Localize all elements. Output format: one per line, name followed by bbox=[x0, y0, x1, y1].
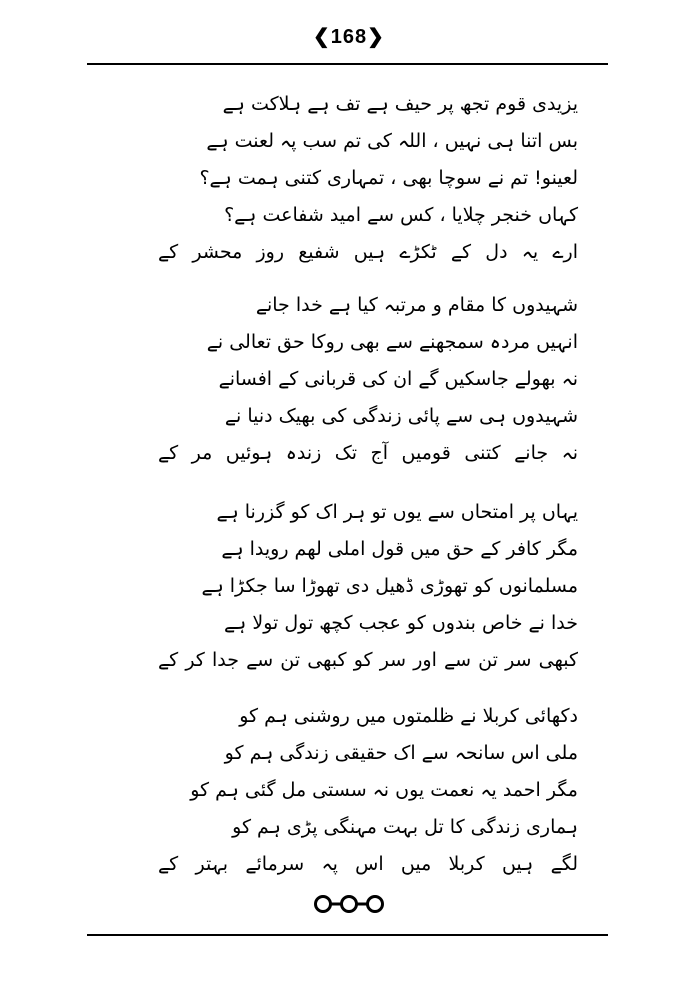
verse-line: یہاں پر امتحاں سے یوں تو ہر اک کو گزرنا ہے bbox=[216, 501, 578, 523]
verse-line: شہیدوں ہی سے پائی زندگی کی بھیک دنیا نے bbox=[224, 405, 578, 427]
verse-line: دکھائی کربلا نے ظلمتوں میں روشنی ہم کو bbox=[239, 705, 578, 727]
verse-line: انہیں مردہ سمجھنے سے بھی روکا حق تعالی نے bbox=[206, 331, 578, 353]
three-circles-icon bbox=[309, 893, 389, 915]
stanza-2 bbox=[158, 287, 578, 472]
footer-rule bbox=[87, 934, 608, 936]
verse-line: نہ بھولے جاسکیں گے ان کی قربانی کے افسانے bbox=[218, 368, 578, 390]
verse-line: شہیدوں کا مقام و مرتبہ کیا ہے خدا جانے bbox=[255, 294, 578, 316]
verse-line: خدا نے خاص بندوں کو عجب کچھ تول تولا ہے bbox=[224, 612, 578, 634]
stanza-1 bbox=[158, 86, 578, 271]
verse-line: مسلمانوں کو تھوڑی ڈھیل دی تھوڑا سا جکڑا ہے bbox=[201, 575, 578, 597]
verse-refrain-line: ارے یہ دل کے ٹکڑے ہیں شفیع روز محشر کے bbox=[158, 241, 578, 263]
page-header bbox=[0, 24, 698, 49]
verse-line: بس اتنا ہی نہیں ، اللہ کی تم سب پہ لعنت ہے bbox=[206, 130, 578, 152]
end-ornament bbox=[0, 893, 698, 919]
verse-line: مگر احمد یہ نعمت یوں نہ سستی مل گئی ہم کو bbox=[190, 779, 578, 801]
verse-refrain-line: لگے ہیں کربلا میں اس پہ سرمائے بہتر کے bbox=[158, 853, 578, 875]
verse-refrain-line: کبھی سر تن سے اور سر کو کبھی تن سے جدا کر کے bbox=[158, 649, 578, 671]
stanza-4 bbox=[158, 698, 578, 883]
header-rule bbox=[87, 63, 608, 65]
verse-line: مگر کافر کے حق میں قول املی لھم رویدا ہے bbox=[221, 538, 578, 560]
page-number: ❮168❯ bbox=[313, 26, 385, 48]
verse-line: لعینو! تم نے سوچا بھی ، تمہاری کتنی ہمت ہے؟ bbox=[199, 167, 578, 189]
verse-line: ملی اس سانحہ سے اک حقیقی زندگی ہم کو bbox=[224, 742, 578, 764]
verse-line: یزیدی قوم تجھ پر حیف ہے تف ہے ہلاکت ہے bbox=[222, 93, 578, 115]
verse-refrain-line: نہ جانے کتنی قومیں آج تک زندہ ہوئیں مر کے bbox=[158, 442, 578, 464]
verse-line: ہماری زندگی کا تل بہت مہنگی پڑی ہم کو bbox=[232, 816, 578, 838]
stanza-3 bbox=[158, 494, 578, 679]
verse-line: کہاں خنجر چلایا ، کس سے امید شفاعت ہے؟ bbox=[224, 204, 578, 226]
